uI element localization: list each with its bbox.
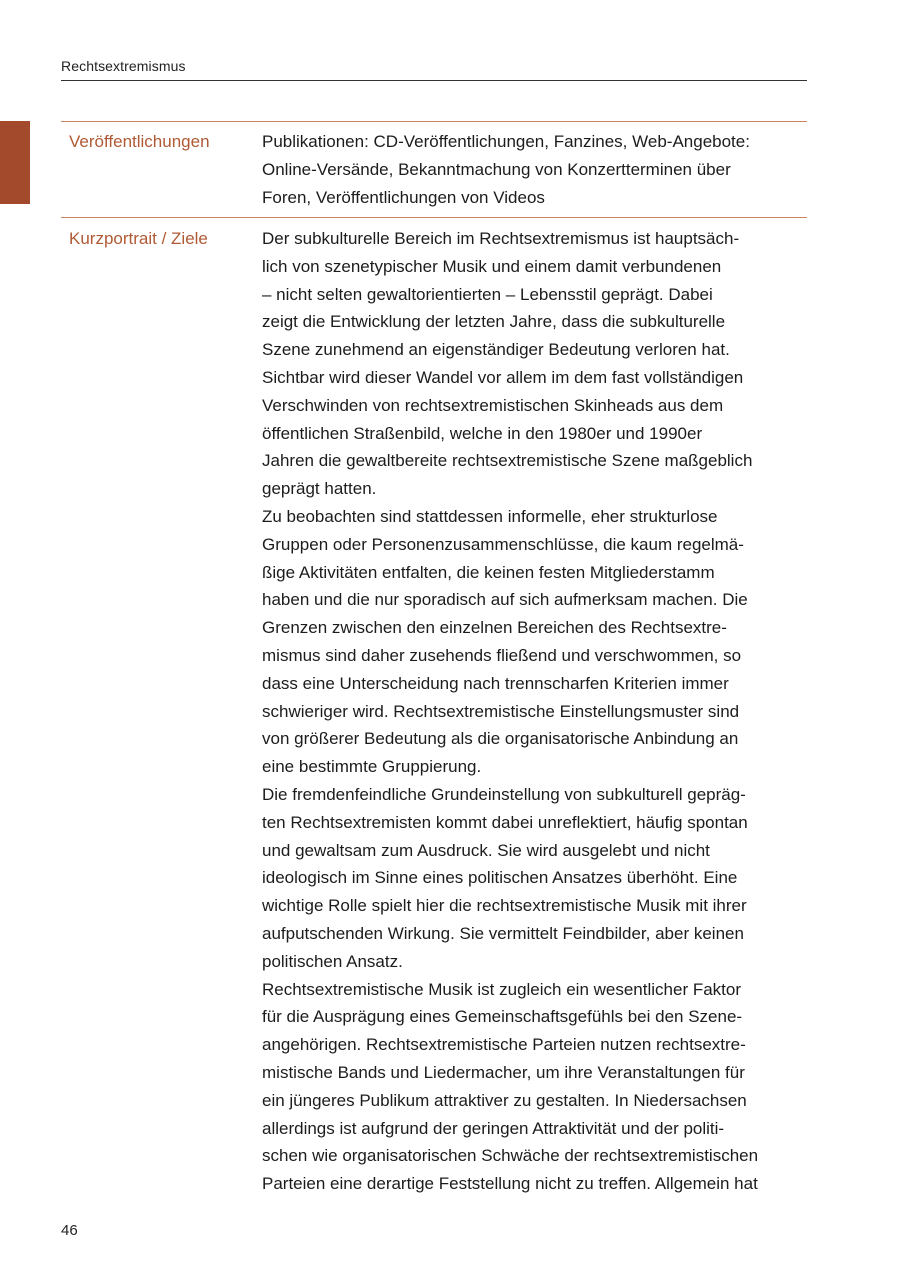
text-line: geprägt hatten. (262, 479, 377, 499)
chapter-marker-tab (0, 121, 30, 204)
text-line: Parteien eine derartige Feststellung nicht zu treffen. Allgemein hat (262, 1174, 758, 1194)
text-line: Foren, Veröffentlichungen von Videos (262, 187, 545, 207)
text-line: mistische Bands und Liedermacher, um ihre Veranstaltungen für (262, 1062, 745, 1082)
text-line: Rechtsextremistische Musik ist zugleich ein wesentlicher Faktor (262, 979, 742, 999)
text-line: haben und die nur sporadisch auf sich aufmerksam machen. Die (262, 590, 748, 610)
text-line: politischen Ansatz. (262, 951, 403, 971)
header-rule (61, 80, 807, 81)
page-number: 46 (61, 1222, 78, 1239)
row-label-profile-goals: Kurzportrait / Ziele (69, 229, 208, 248)
row-text-publications (262, 128, 807, 211)
row-text-profile-goals (262, 225, 807, 1198)
text-line: Verschwinden von rechtsextremistischen Skinheads aus dem (262, 395, 724, 415)
text-line: dass eine Unterscheidung nach trennscharfen Kriterien immer (262, 673, 729, 693)
text-line: zeigt die Entwicklung der letzten Jahre, dass die subkulturelle (262, 312, 726, 332)
table-row-divider (61, 217, 807, 218)
text-line: Die fremdenfeindliche Grundeinstellung von subkulturell gepräg- (262, 784, 746, 804)
text-line: Online-Versände, Bekanntmachung von Konzertterminen über (262, 159, 731, 179)
text-line: allerdings ist aufgrund der geringen Attraktivität und der politi- (262, 1118, 725, 1138)
text-line: Szene zunehmend an eigenständiger Bedeutung verloren hat. (262, 340, 730, 360)
text-line: angehörigen. Rechtsextremistische Parteien nutzen rechtsextre- (262, 1035, 746, 1055)
row-label-publications: Veröffentlichungen (69, 132, 210, 151)
text-line: Sichtbar wird dieser Wandel vor allem im dem fast vollständigen (262, 367, 744, 387)
text-line: Grenzen zwischen den einzelnen Bereichen des Rechtsextre- (262, 618, 727, 638)
text-line: von größerer Bedeutung als die organisatorische Anbindung an (262, 729, 739, 749)
text-line: – nicht selten gewaltorientierten – Lebensstil geprägt. Dabei (262, 284, 713, 304)
text-line: ßige Aktivitäten entfalten, die keinen festen Mitgliederstamm (262, 562, 715, 582)
text-line: öffentlichen Straßenbild, welche in den 1980er und 1990er (262, 423, 703, 443)
text-line: Zu beobachten sind stattdessen informelle, eher strukturlose (262, 506, 718, 526)
running-head: Rechtsextremismus (61, 58, 186, 74)
text-line: mismus sind daher zusehends fließend und verschwommen, so (262, 645, 742, 665)
text-line: eine bestimmte Gruppierung. (262, 757, 482, 777)
text-line: schen wie organisatorischen Schwäche der rechtsextremistischen (262, 1146, 759, 1166)
text-line: für die Ausprägung eines Gemeinschaftsgefühls bei den Szene- (262, 1007, 743, 1027)
text-line: ein jüngeres Publikum attraktiver zu gestalten. In Niedersachsen (262, 1090, 747, 1110)
text-line: ideologisch im Sinne eines politischen Ansatzes überhöht. Eine (262, 868, 738, 888)
text-line: schwieriger wird. Rechtsextremistische Einstellungsmuster sind (262, 701, 740, 721)
text-line: aufputschenden Wirkung. Sie vermittelt Feindbilder, aber keinen (262, 923, 744, 943)
text-line: lich von szenetypischer Musik und einem damit verbundenen (262, 256, 722, 276)
text-line: Gruppen oder Personenzusammenschlüsse, die kaum regelmä- (262, 534, 744, 554)
table-top-rule (61, 121, 807, 122)
text-line: Publikationen: CD-Veröffentlichungen, Fanzines, Web-Angebote: (262, 132, 750, 151)
text-line: Jahren die gewaltbereite rechtsextremistische Szene maßgeblich (262, 451, 753, 471)
text-line: wichtige Rolle spielt hier die rechtsextremistische Musik mit ihrer (262, 896, 747, 916)
text-line: ten Rechtsextremisten kommt dabei unreflektiert, häufig spontan (262, 812, 748, 832)
text-line: und gewaltsam zum Ausdruck. Sie wird ausgelebt und nicht (262, 840, 710, 860)
text-line: Der subkulturelle Bereich im Rechtsextremismus ist hauptsäch- (262, 229, 740, 248)
